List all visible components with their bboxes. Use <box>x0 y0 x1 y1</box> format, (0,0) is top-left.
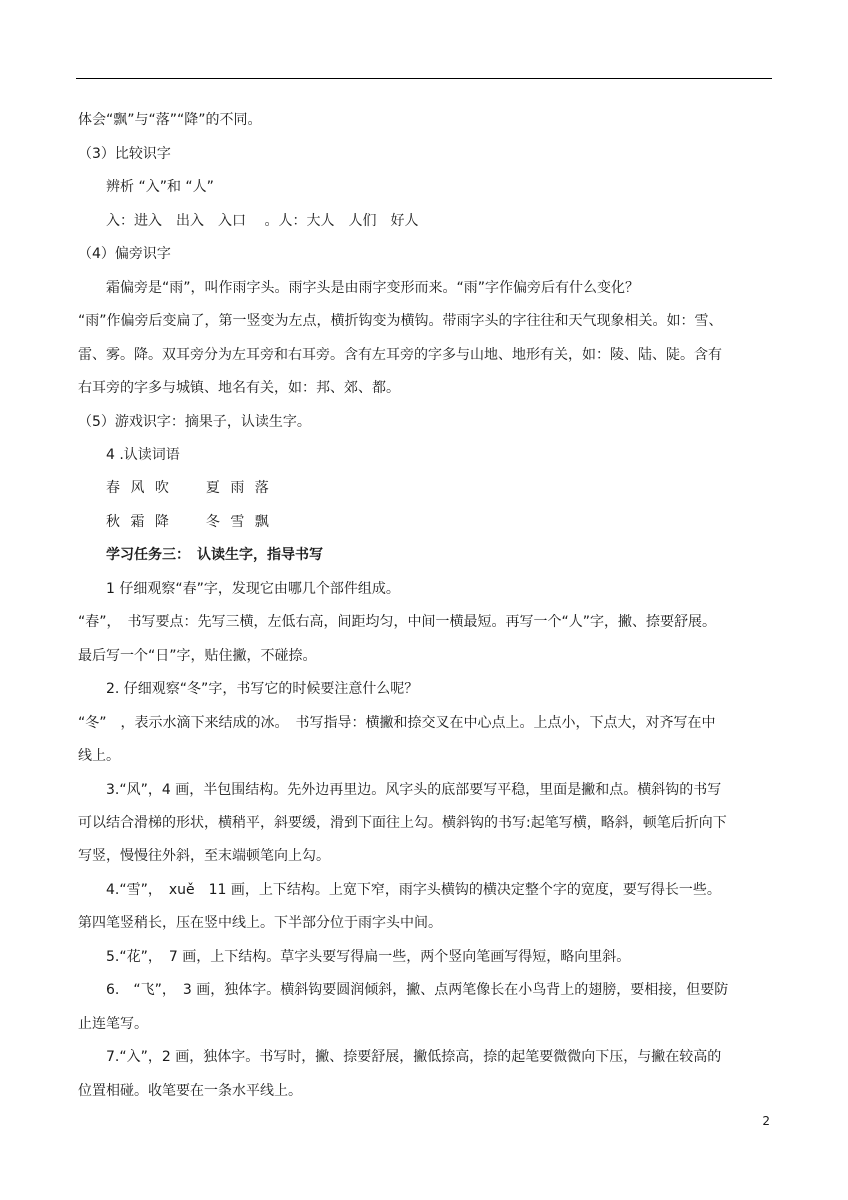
text-line-15: 1 仔细观察“春”字，发现它由哪几个部件组成。 <box>106 581 400 597</box>
text-line-5: （4）偏旁识字 <box>78 246 171 262</box>
text-line-8: 雷、雾。降。双耳旁分为左耳旁和右耳旁。含有左耳旁的字多与山地、地形有关，如：陵、陆、陡。含有 <box>78 347 722 363</box>
text-line-27: 6. “飞”， 3 画，独体字。横斜钩要圆润倾斜，撇、点两笔像长在小鸟背上的翅膀，要相接，但要防 <box>106 982 729 998</box>
text-line-11: 4 .认读词语 <box>106 447 180 463</box>
text-line-3: 辨析 “入”和 “人” <box>106 179 214 195</box>
text-line-1: 体会“飘”与“落”“降”的不同。 <box>78 112 262 128</box>
page-number: 2 <box>762 1114 770 1128</box>
text-line-19: “冬” ，表示水滴下来结成的冰。 书写指导：横撇和捺交叉在中心点上。上点小，下点大，对齐写在中 <box>78 715 716 731</box>
text-line-4: 入：进入 出入 入口 。人：大人 人们 好人 <box>106 213 419 229</box>
text-line-9: 右耳旁的字多与城镇、地名有关，如：邦、郊、都。 <box>78 380 400 396</box>
text-line-12: 春 风 吹 夏 雨 落 <box>106 480 272 496</box>
text-line-21: 3.“风”，4 画，半包围结构。先外边再里边。风字头的底部要写平稳，里面是撇和点。横斜钩的书写 <box>106 782 722 798</box>
text-line-7: “雨”作偏旁后变扁了，第一竖变为左点，横折钩变为横钩。带雨字头的字往往和天气现象相关。如：雪、 <box>78 313 723 329</box>
text-line-30: 位置相碰。收笔要在一条水平线上。 <box>78 1083 302 1099</box>
text-line-10: （5）游戏识字：摘果子，认读生字。 <box>78 414 311 430</box>
text-line-16: “春”， 书写要点：先写三横，左低右高，间距均匀，中间一横最短。再写一个“人”字，撇、捺要舒展。 <box>78 614 717 630</box>
text-line-18: 2. 仔细观察“冬”字，书写它的时候要注意什么呢？ <box>106 681 419 697</box>
text-line-23: 写竖，慢慢往外斜，至末端顿笔向上勾。 <box>78 848 330 864</box>
text-line-2: （3）比较识字 <box>78 146 171 162</box>
text-line-24: 4.“雪”， xuě 11 画，上下结构。上宽下窄，雨字头横钩的横决定整个字的宽度，要写得长一些。 <box>106 882 721 898</box>
section-heading: 学习任务三： 认读生字，指导书写 <box>106 547 323 563</box>
text-line-22: 可以结合滑梯的形状，横稍平，斜要缓，滑到下面往上勾。横斜钩的书写:起笔写横，略斜，顿笔后折向下 <box>78 815 727 831</box>
text-line-26: 5.“花”， 7 画，上下结构。草字头要写得扁一些，两个竖向笔画写得短，略向里斜。 <box>106 949 631 965</box>
text-line-17: 最后写一个“日”字，贴住撇，不碰捺。 <box>78 648 317 664</box>
text-line-25: 第四笔竖稍长，压在竖中线上。下半部分位于雨字头中间。 <box>78 915 442 931</box>
text-line-6: 霜偏旁是“雨”，叫作雨字头。雨字头是由雨字变形而来。“雨”字作偏旁后有什么变化？ <box>106 280 640 296</box>
text-line-29: 7.“入”，2 画，独体字。书写时，撇、捺要舒展，撇低捺高，捺的起笔要微微向下压，与撇在较高的 <box>106 1049 722 1065</box>
text-line-13: 秋 霜 降 冬 雪 飘 <box>106 514 272 530</box>
text-line-28: 止连笔写。 <box>78 1016 148 1032</box>
header-rule <box>76 78 772 79</box>
text-line-20: 线上。 <box>78 748 120 764</box>
